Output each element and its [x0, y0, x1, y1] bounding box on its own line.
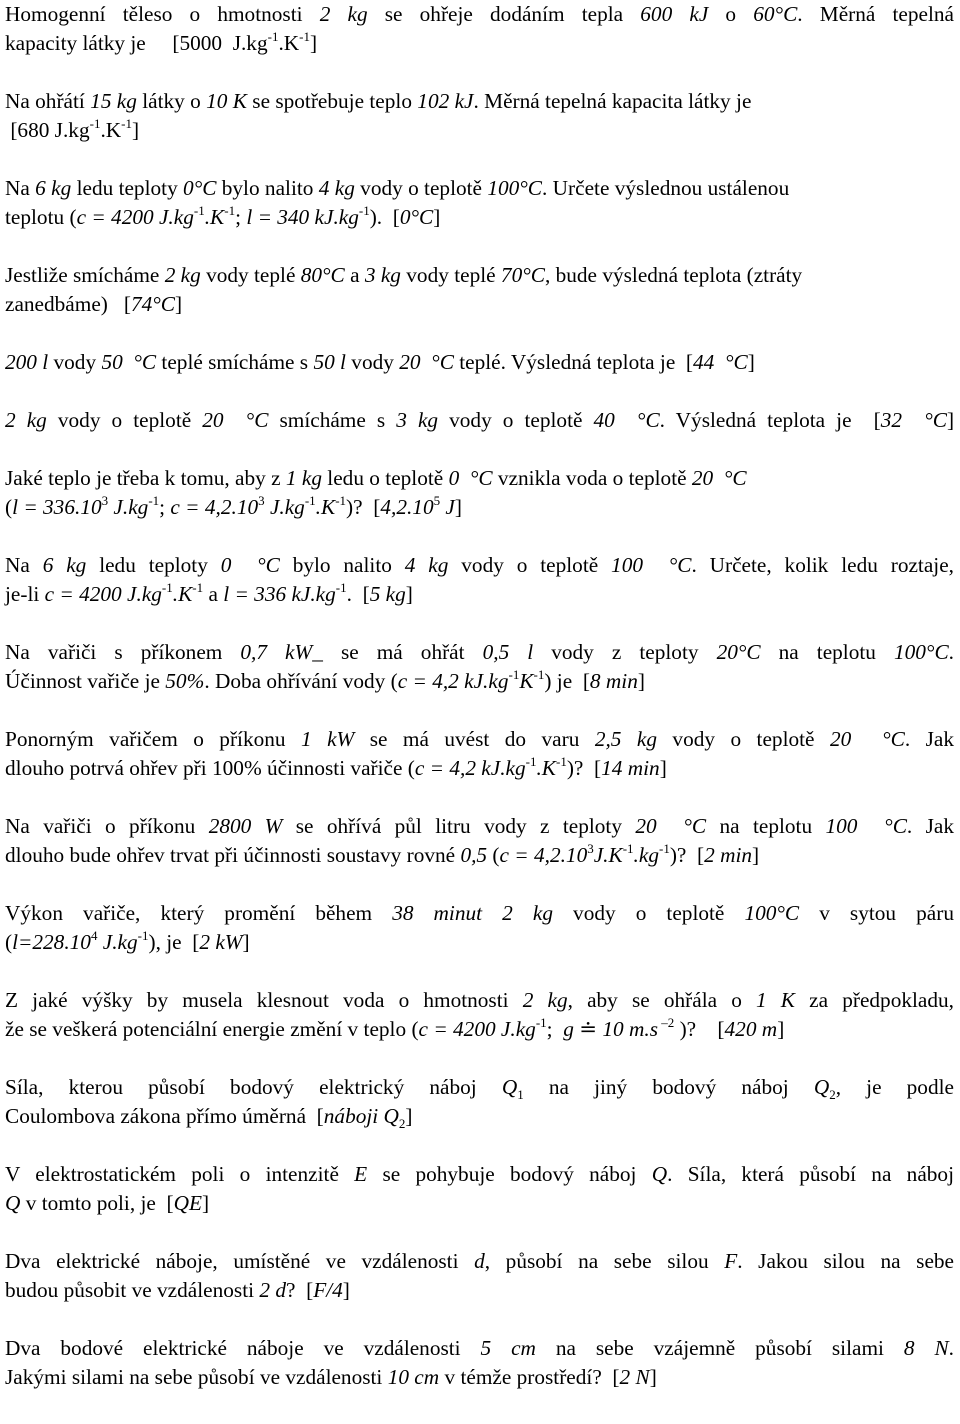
superscript: -1: [193, 203, 205, 218]
math-text: QE: [173, 1191, 202, 1215]
math-text: l = 336.10: [12, 495, 102, 519]
superscript: 3: [101, 493, 109, 508]
problem-line: [5, 928, 954, 957]
problem-line: [5, 899, 954, 928]
problem-3: [5, 174, 954, 232]
text-run: o: [708, 2, 754, 26]
math-text: Q: [501, 1075, 518, 1099]
math-text: c = 4200 J.kg: [418, 1017, 536, 1041]
math-text: 100 °C: [825, 814, 907, 838]
text-run: na sebe vzájemně působí silami: [535, 1336, 904, 1360]
problem-line: [5, 0, 954, 29]
math-text: 102 kJ: [417, 89, 474, 113]
math-text: 0,7 kW_: [240, 640, 323, 664]
text-run: a: [344, 263, 365, 287]
text-run: )? [: [674, 1017, 725, 1041]
math-text: 2 kg: [319, 2, 368, 26]
text-run: . Doba ohřívání vody (: [204, 669, 398, 693]
text-run: ]: [649, 1365, 657, 1389]
text-run: . Určete výslednou ustálenou: [542, 176, 790, 200]
text-run: )? [: [669, 843, 705, 867]
math-text: F/4: [313, 1278, 343, 1302]
text-run: ]: [659, 756, 667, 780]
math-text: l = 340 kJ.kg: [246, 205, 359, 229]
math-text: 0 °C: [448, 466, 493, 490]
text-run: Na ohřátí: [5, 89, 91, 113]
math-text: 80°C: [300, 263, 345, 287]
text-run: Jakými silami na sebe působí ve vzdálenosti: [5, 1365, 388, 1389]
math-text: 70°C: [500, 263, 545, 287]
problem-line: [5, 1189, 954, 1218]
math-text: 2 kg: [522, 988, 568, 1012]
text-run: v sytou páru: [799, 901, 955, 925]
problem-17: [5, 1334, 954, 1392]
math-text: c = 4200 J.kg: [44, 582, 162, 606]
text-run: vody teplé: [400, 263, 501, 287]
superscript: –2: [658, 1015, 675, 1030]
problem-16: [5, 1247, 954, 1305]
text-run: teplotu (: [5, 205, 77, 229]
text-run: ]: [242, 930, 250, 954]
text-run: se pohybuje bodový náboj: [367, 1162, 652, 1186]
problem-line: [5, 812, 954, 841]
superscript: -1: [121, 116, 133, 131]
text-run: . Měrná tepelná kapacita látky je: [473, 89, 752, 113]
text-run: ]: [342, 1278, 350, 1302]
text-run: . Jak: [906, 814, 954, 838]
math-text: 0,5: [460, 843, 488, 867]
text-run: v tomto poli, je [: [20, 1191, 174, 1215]
text-run: vody o teplotě: [552, 901, 745, 925]
problem-line: [5, 551, 954, 580]
math-text: l=228.10: [12, 930, 91, 954]
problem-14: [5, 1073, 954, 1131]
math-text: 4 kg: [404, 553, 449, 577]
text-run: .: [948, 640, 954, 664]
math-text: 14 min: [601, 756, 660, 780]
problem-line: [5, 1276, 954, 1305]
problem-8: [5, 551, 954, 609]
math-text: 8 min: [589, 669, 638, 693]
math-text: E: [354, 1162, 368, 1186]
problem-4: [5, 261, 954, 319]
text-run: ? [: [285, 1278, 314, 1302]
problem-5: [5, 348, 954, 377]
text-run: zanedbáme) [: [5, 292, 131, 316]
text-run: ]: [637, 669, 645, 693]
text-run: vody teplé: [200, 263, 301, 287]
math-text: 4 kg: [318, 176, 355, 200]
superscript: -1: [335, 493, 347, 508]
text-run: Ponorným vařičem o příkonu: [5, 727, 301, 751]
superscript: 5: [433, 493, 441, 508]
text-run: . Jakou silou na sebe: [737, 1249, 955, 1273]
subscript: 1: [517, 1087, 524, 1102]
problem-line: [5, 261, 954, 290]
text-run: dlouho potrvá ohřev při 100% účinnosti vařiče (: [5, 756, 415, 780]
text-run: . [: [346, 582, 370, 606]
problem-line: [5, 1247, 954, 1276]
text-run: kapacity látky je [5000 J.kg: [5, 31, 268, 55]
text-run: vody: [345, 350, 400, 374]
math-text: 10 K: [206, 89, 247, 113]
superscript: -1: [89, 116, 101, 131]
superscript: -1: [161, 580, 173, 595]
superscript: -1: [267, 29, 279, 44]
text-run: za předpokladu,: [795, 988, 954, 1012]
problem-line: [5, 725, 954, 754]
math-text: 20°C: [716, 640, 761, 664]
superscript: -1: [304, 493, 316, 508]
superscript: -1: [658, 841, 670, 856]
superscript: -1: [622, 841, 634, 856]
text-run: teplé. Výsledná teplota je [: [453, 350, 694, 374]
problem-15: [5, 1160, 954, 1218]
math-text: náboji Q: [323, 1104, 399, 1128]
superscript: -1: [533, 667, 545, 682]
text-run: Výkon vařiče, který promění během: [5, 901, 393, 925]
text-run: , působí na sebe silou: [484, 1249, 725, 1273]
math-text: 50%: [165, 669, 205, 693]
text-run: ]: [752, 843, 760, 867]
math-text: d: [474, 1249, 485, 1273]
text-run: Jaké teplo je třeba k tomu, aby z: [5, 466, 286, 490]
math-text: 2 min: [704, 843, 753, 867]
superscript: -1: [137, 928, 149, 943]
math-text: 100°C: [487, 176, 543, 200]
math-text: .K: [536, 756, 556, 780]
problem-line: [5, 638, 954, 667]
text-run: (: [5, 930, 13, 954]
math-text: 74°C: [130, 292, 175, 316]
problem-line: [5, 1363, 954, 1392]
text-run: ]: [405, 1104, 413, 1128]
text-run: (: [487, 843, 500, 867]
superscript: -1: [224, 203, 236, 218]
text-run: ledu teploty: [86, 553, 221, 577]
math-text: 100°C: [893, 640, 949, 664]
math-text: 20 °C: [202, 408, 269, 432]
problem-line: [5, 29, 954, 58]
superscript: 3: [258, 493, 265, 508]
math-text: 100°C: [744, 901, 800, 925]
text-run: ]: [310, 31, 318, 55]
text-run: ]: [946, 408, 955, 432]
text-run: vznikla voda o teplotě: [492, 466, 692, 490]
math-text: 0,5 l: [482, 640, 534, 664]
math-text: 20 °C: [635, 814, 707, 838]
problem-line: [5, 464, 954, 493]
problem-12: [5, 899, 954, 957]
text-run: ;: [159, 495, 171, 519]
superscript: -1: [148, 493, 160, 508]
math-text: 2 kW: [199, 930, 243, 954]
math-text: 4,2.10: [380, 495, 434, 519]
text-run: Z jaké výšky by musela klesnout voda o hmotnosti: [5, 988, 523, 1012]
math-text: 8 N: [903, 1336, 949, 1360]
subscript: 2: [398, 1116, 406, 1131]
problem-13: [5, 986, 954, 1044]
text-run: ]: [777, 1017, 785, 1041]
math-text: c = 4,2 kJ.kg: [397, 669, 509, 693]
math-text: 200 l: [5, 350, 49, 374]
math-text: .kg: [633, 843, 659, 867]
text-run: je-li: [5, 582, 45, 606]
math-text: J: [440, 495, 455, 519]
problem-7: [5, 464, 954, 522]
math-text: 50 °C: [101, 350, 157, 374]
problem-line: [5, 1160, 954, 1189]
text-run: ]: [174, 292, 183, 316]
text-run: ]: [202, 1191, 210, 1215]
superscript: 4: [90, 928, 98, 943]
math-text: K: [519, 669, 534, 693]
text-run: Na: [5, 176, 36, 200]
text-run: že se veškerá potenciální energie změní v teplo (: [5, 1017, 419, 1041]
math-text: 1 kg: [285, 466, 322, 490]
math-text: J.kg: [97, 930, 138, 954]
text-run: Dva elektrické náboje, umístěné ve vzdálenosti: [5, 1249, 475, 1273]
text-run: na jiný bodový náboj: [523, 1075, 814, 1099]
math-text: 32 °C: [880, 408, 947, 432]
math-text: 6 kg: [35, 176, 72, 200]
math-text: 6 kg: [42, 553, 87, 577]
math-text: 20 °C: [829, 727, 905, 751]
problem-11: [5, 812, 954, 870]
text-run: Na: [5, 553, 43, 577]
math-text: 1 K: [756, 988, 796, 1012]
superscript: -1: [525, 754, 537, 769]
math-text: J.kg: [108, 495, 149, 519]
text-run: ) je [: [544, 669, 590, 693]
text-run: .K: [100, 118, 122, 142]
text-run: se má uvést do varu: [354, 727, 595, 751]
text-run: ledu teploty: [71, 176, 184, 200]
math-text: J.K: [593, 843, 623, 867]
math-text: 2 N: [619, 1365, 650, 1389]
problem-line: [5, 203, 954, 232]
text-run: vody o teplotě: [656, 727, 830, 751]
problem-9: [5, 638, 954, 696]
math-text: 0 °C: [220, 553, 280, 577]
problem-line: [5, 1334, 954, 1363]
text-run: , bude výsledná teplota (ztráty: [544, 263, 803, 287]
math-text: 20 °C: [691, 466, 747, 490]
math-text: Q: [813, 1075, 830, 1099]
math-text: 40 °C: [593, 408, 660, 432]
subscript: 2: [829, 1087, 836, 1102]
text-run: ]: [405, 582, 413, 606]
text-run: .: [948, 1336, 954, 1360]
text-run: Dva bodové elektrické náboje ve vzdálenosti: [5, 1336, 481, 1360]
problem-line: [5, 667, 954, 696]
math-text: 10 cm: [387, 1365, 440, 1389]
text-run: smícháme s: [268, 408, 397, 432]
math-text: J.kg: [264, 495, 305, 519]
math-text: Q: [651, 1162, 668, 1186]
math-text: c = 4,2 kJ.kg: [414, 756, 526, 780]
superscript: 3: [587, 841, 594, 856]
math-text: 2800 W: [208, 814, 283, 838]
text-run: se spotřebuje teplo: [246, 89, 418, 113]
text-run: ledu o teplotě: [321, 466, 449, 490]
problem-line: [5, 754, 954, 783]
math-text: c = 4,2.10: [499, 843, 588, 867]
text-run: vody o teplotě: [354, 176, 488, 200]
math-text: 60°C: [753, 2, 798, 26]
problem-line: [5, 1102, 954, 1131]
math-text: 2 kg: [5, 408, 47, 432]
problem-2: [5, 87, 954, 145]
math-text: c = 4,2.10: [170, 495, 259, 519]
superscript: -1: [508, 667, 520, 682]
text-run: . Výsledná teplota je [: [659, 408, 881, 432]
math-text: 44 °C: [693, 350, 748, 374]
text-run: ), je [: [148, 930, 200, 954]
math-text: 0°C: [399, 205, 434, 229]
text-run: vody o teplotě: [448, 553, 612, 577]
text-run: . Měrná tepelná: [797, 2, 954, 26]
math-text: 15 kg: [90, 89, 137, 113]
text-run: )? [: [566, 756, 602, 780]
text-run: bylo nalito: [216, 176, 319, 200]
problem-line: [5, 580, 954, 609]
problem-line: [5, 290, 954, 319]
text-run: látky o: [136, 89, 207, 113]
text-run: V elektrostatickém poli o intenzitě: [5, 1162, 355, 1186]
math-text: 1 kW: [301, 727, 355, 751]
text-run: a: [203, 582, 224, 606]
text-run: [680 J.kg: [5, 118, 90, 142]
text-run: ]: [132, 118, 140, 142]
text-run: se ohřívá půl litru vody z teploty: [282, 814, 636, 838]
text-run: na teplotu: [760, 640, 894, 664]
text-run: (: [5, 495, 13, 519]
text-run: Síla, kterou působí bodový elektrický náboj: [5, 1075, 502, 1099]
math-text: 2,5 kg: [594, 727, 657, 751]
text-run: . Určete, kolik ledu roztaje,: [691, 553, 954, 577]
text-run: ). [: [369, 205, 400, 229]
text-run: na teplotu: [706, 814, 826, 838]
text-run: Na vařiči s příkonem: [5, 640, 241, 664]
superscript: -1: [192, 580, 204, 595]
superscript: -1: [358, 203, 370, 218]
text-run: . Síla, která působí na náboj: [667, 1162, 954, 1186]
text-run: , aby se ohřála o: [567, 988, 757, 1012]
problem-line: [5, 87, 954, 116]
superscript: -1: [299, 29, 311, 44]
text-run: )? [: [346, 495, 381, 519]
problem-line: [5, 348, 954, 377]
superscript: -1: [535, 1015, 547, 1030]
text-run: Coulombova zákona přímo úměrná [: [5, 1104, 324, 1128]
problem-1: [5, 0, 954, 58]
problem-line: [5, 116, 954, 145]
text-run: vody o teplotě: [46, 408, 203, 432]
text-run: dlouho bude ohřev trvat při účinnosti soustavy rovné: [5, 843, 461, 867]
text-run: , je podle: [835, 1075, 954, 1099]
text-run: v témže prostředí? [: [439, 1365, 620, 1389]
text-run: bylo nalito: [279, 553, 405, 577]
problem-line: [5, 1073, 954, 1102]
text-run: se má ohřát: [322, 640, 483, 664]
math-text: 2 d: [259, 1278, 286, 1302]
superscript: -1: [556, 754, 567, 769]
math-text: Q: [5, 1191, 21, 1215]
text-run: Homogenní těleso o hmotnosti: [5, 2, 320, 26]
math-text: 2 kg: [164, 263, 201, 287]
math-text: 38 minut 2 kg: [392, 901, 553, 925]
problem-10: [5, 725, 954, 783]
math-text: c = 4200 J.kg: [76, 205, 194, 229]
math-text: 3 kg: [364, 263, 401, 287]
math-text: g ≐ 10 m.s: [563, 1017, 659, 1041]
math-text: 100 °C: [611, 553, 692, 577]
math-text: 420 m: [724, 1017, 778, 1041]
text-run: budou působit ve vzdálenosti: [5, 1278, 260, 1302]
superscript: -1: [335, 580, 347, 595]
math-text: 50 l: [313, 350, 346, 374]
math-text: .K: [315, 495, 336, 519]
math-text: l = 336 kJ.kg: [223, 582, 336, 606]
text-run: ]: [454, 495, 462, 519]
math-text: 0°C: [183, 176, 217, 200]
problem-line: [5, 406, 954, 435]
problem-line: [5, 493, 954, 522]
math-text: 5 kg: [369, 582, 406, 606]
math-text: F: [724, 1249, 738, 1273]
text-run: Účinnost vařiče je: [5, 669, 166, 693]
text-run: vody o teplotě: [438, 408, 594, 432]
text-run: . Jak: [904, 727, 955, 751]
problem-line: [5, 174, 954, 203]
text-run: se ohřeje dodáním tepla: [367, 2, 641, 26]
math-text: 600 kJ: [640, 2, 709, 26]
problem-6: [5, 406, 954, 435]
text-run: ;: [235, 205, 247, 229]
math-text: 20 °C: [399, 350, 454, 374]
problem-line: [5, 1015, 954, 1044]
text-run: teplé smícháme s: [156, 350, 314, 374]
problem-line: [5, 841, 954, 870]
text-run: vody z teploty: [533, 640, 717, 664]
text-run: Jestliže smícháme: [5, 263, 165, 287]
text-run: Na vařiči o příkonu: [5, 814, 209, 838]
text-run: .K: [278, 31, 300, 55]
math-text: 5 cm: [480, 1336, 536, 1360]
math-text: 3 kg: [396, 408, 439, 432]
text-run: ]: [433, 205, 441, 229]
text-run: ]: [747, 350, 755, 374]
text-run: vody: [48, 350, 102, 374]
problem-line: [5, 986, 954, 1015]
math-text: .K: [204, 205, 225, 229]
math-text: .K: [172, 582, 193, 606]
text-run: ;: [546, 1017, 564, 1041]
